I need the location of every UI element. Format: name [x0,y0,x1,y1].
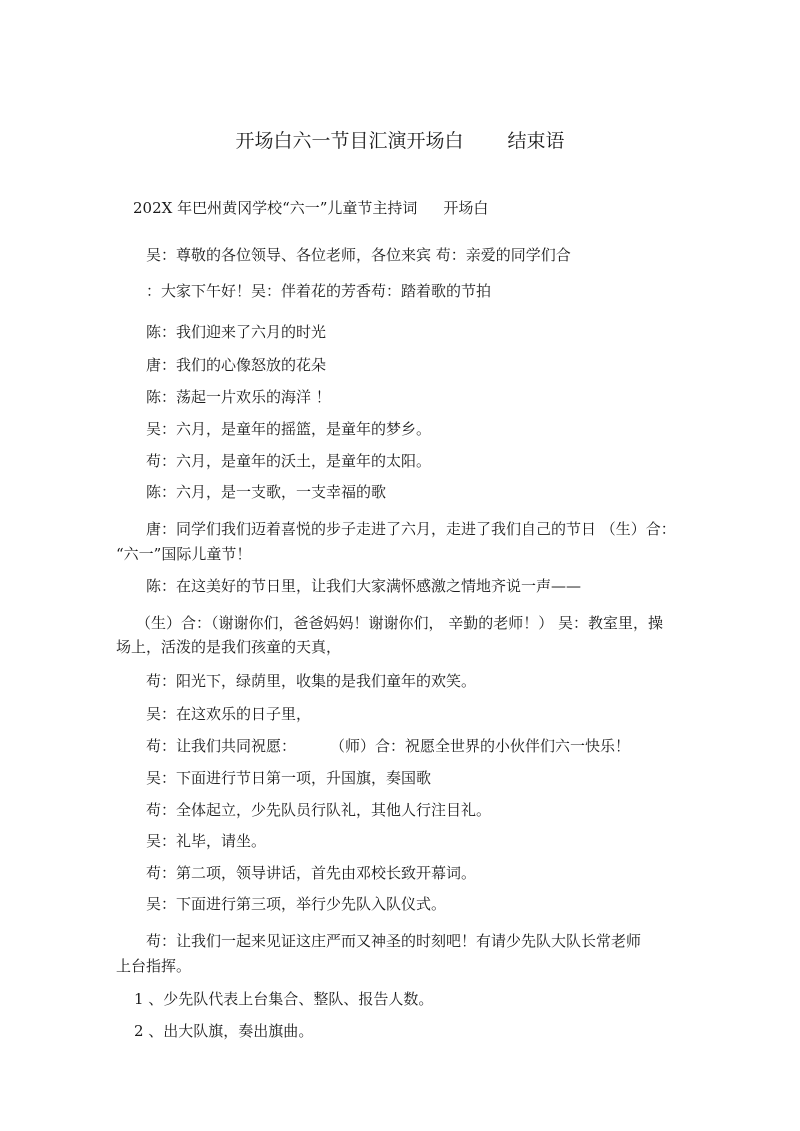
script-line: 苟：让我们一起来见证这庄严而又神圣的时刻吧！有请少先队大队长常老师 [146,932,642,950]
script-line: 苟：阳光下，绿荫里，收集的是我们童年的欢笑。 [146,672,477,690]
script-line: 吴：下面进行节日第一项，升国旗，奏国歌 [146,769,432,787]
list-item: 2 、出大队旗，奏出旗曲。 [134,1022,314,1040]
script-line-part: （师）合：祝愿全世界的小伙伴们六一快乐！ [330,737,631,755]
script-line: 吴：在这欢乐的日子里， [146,705,312,723]
script-line [146,735,630,757]
subtitle-main: 202X 年巴州黄冈学校“六一”儿童节主持词 [133,199,418,217]
script-line: 上台指挥。 [116,957,192,975]
script-line: “六一”国际儿童节！ [116,545,252,563]
script-line: 吴：下面进行第三项，举行少先队入队仪式。 [146,895,447,913]
script-line: 陈：六月，是一支歌，一支幸福的歌 [146,483,387,501]
title-end: 结束语 [507,130,565,152]
script-line-part: 苟：让我们共同祝愿： [146,737,297,755]
title-main: 开场白六一节目汇演开场白 [235,130,464,152]
script-line: ：大家下午好！吴：伴着花的芳香苟：踏着歌的节拍 [146,282,492,300]
script-line: 陈：在这美好的节日里，让我们大家满怀感激之情地齐说一声—— [146,577,582,595]
script-line: 陈：我们迎来了六月的时光 [146,323,327,341]
subtitle-end: 开场白 [443,199,489,217]
script-line: 唐：我们的心像怒放的花朵 [146,356,327,374]
script-line: 唐：同学们我们迈着喜悦的步子走进了六月，走进了我们自己的节日 （生）合： [146,520,676,538]
script-line: 苟：全体起立，少先队员行队礼，其他人行注目礼。 [146,801,492,819]
script-line: 陈：荡起一片欢乐的海洋 ！ [146,388,331,406]
script-line: 场上，活泼的是我们孩童的天真， [116,638,342,656]
script-line: 苟：第二项，领导讲话，首先由邓校长致开幕词。 [146,864,477,882]
script-line: 吴：礼毕，请坐。 [146,832,267,850]
script-line: 苟：六月，是童年的沃土，是童年的太阳。 [146,452,432,470]
document-title [0,126,800,153]
list-item: 1 、少先队代表上台集合、整队、报告人数。 [134,990,434,1008]
document-subtitle [133,197,488,219]
script-line: （生）合：（谢谢你们，爸爸妈妈！谢谢你们， 辛勤的老师！） 吴：教室里，操 [136,614,664,632]
script-line: 吴：尊敬的各位领导、各位老师，各位来宾 苟：亲爱的同学们合 [146,246,571,264]
script-line: 吴：六月，是童年的摇篮，是童年的梦乡。 [146,420,432,438]
